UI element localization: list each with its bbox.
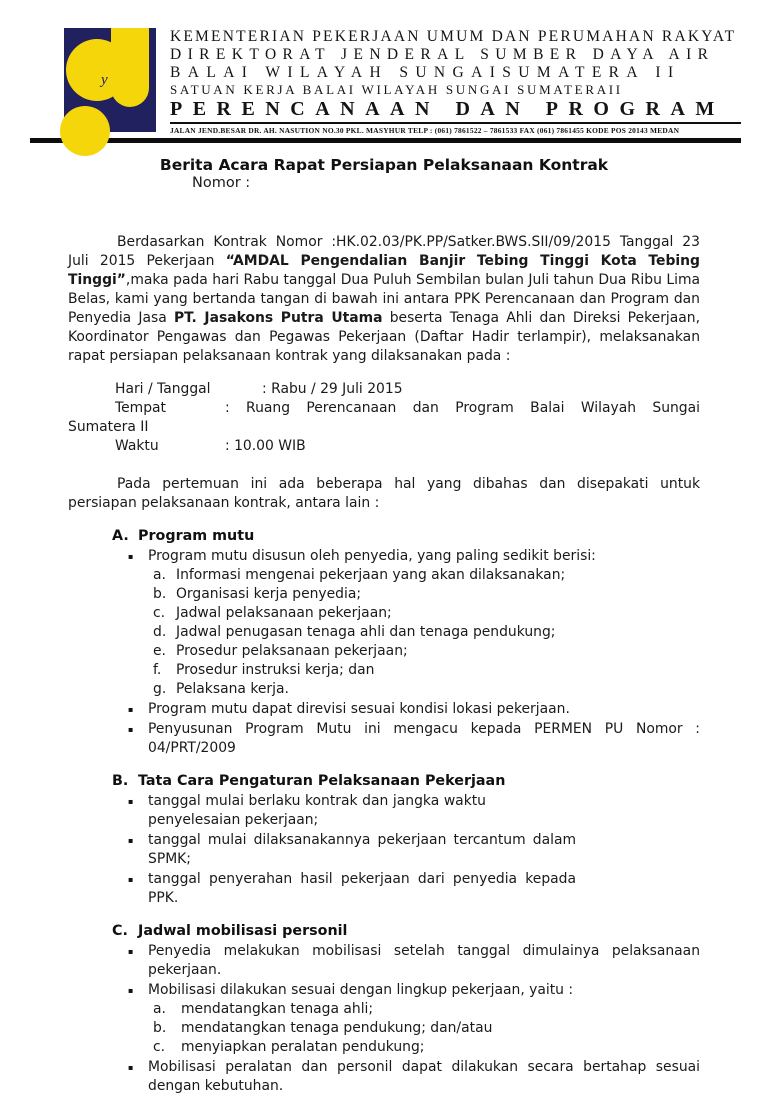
list-item xyxy=(128,831,700,869)
tempat-value-wrap: Sumatera II xyxy=(68,419,149,435)
sub-letter: c. xyxy=(153,1039,166,1055)
waktu-label: Waktu xyxy=(115,438,159,454)
logo-letter: y xyxy=(101,72,108,88)
sub-text: menyiapkan peralatan pendukung; xyxy=(181,1039,425,1055)
list-item xyxy=(128,942,700,980)
bullet-list xyxy=(112,547,700,758)
logo-shape xyxy=(60,106,110,156)
sub-letter: b. xyxy=(153,586,167,602)
satker-name: SATUAN KERJA BALAI WILAYAH SUNGAI SUMATERAII xyxy=(170,82,623,97)
sub-text: Prosedur pelaksanaan pekerjaan; xyxy=(176,643,408,659)
bullet-text: tanggal penyerahan hasil pekerjaan dari penyedia kepada PPK. xyxy=(148,871,576,906)
logo-shape xyxy=(66,39,128,101)
letterhead xyxy=(30,28,741,143)
square-bullet-icon xyxy=(128,870,148,908)
bullet-content xyxy=(148,981,700,1057)
square-bullet-icon xyxy=(128,720,148,758)
square-bullet-icon xyxy=(128,547,148,699)
sub-item xyxy=(153,661,700,680)
hari-label: Hari / Tanggal xyxy=(115,381,211,397)
sub-item xyxy=(153,1038,700,1057)
sub-text: Organisasi kerja penyedia; xyxy=(176,586,362,602)
ministry-name: KEMENTERIAN PEKERJAAN UMUM DAN PERUMAHAN RAKYAT xyxy=(170,28,737,45)
section-title: Jadwal mobilisasi personil xyxy=(138,923,348,939)
bullet-list xyxy=(112,792,700,908)
meeting-info-row-hari xyxy=(68,380,700,399)
meeting-info-row-tempat-wrap xyxy=(68,418,700,437)
document-title: Berita Acara Rapat Persiapan Pelaksanaan Kontrak xyxy=(159,156,609,174)
square-bullet-icon xyxy=(128,792,148,830)
sub-item xyxy=(153,642,700,661)
bullet-list xyxy=(112,942,700,1096)
meeting-info xyxy=(68,380,700,456)
list-item xyxy=(128,700,700,719)
sub-text: mendatangkan tenaga ahli; xyxy=(181,1001,374,1017)
hari-value: : Rabu / 29 Juli 2015 xyxy=(262,381,403,397)
document-body xyxy=(68,233,700,1096)
list-item xyxy=(128,792,700,830)
address-line: JALAN JEND.BESAR DR. AH. NASUTION NO.30 PKL. MASYHUR TELP : (061) 7861522 – 7861533 FAX (061) 7861455 KODE POS 20143 MEDAN xyxy=(170,126,680,135)
agenda-paragraph: Pada pertemuan ini ada beberapa hal yang dibahas dan disepakati untuk persiapan pelaksanaan kontrak, antara lain : xyxy=(68,476,700,511)
paragraph-text: Berdasarkan Kontrak Nomor :HK.02.03/PK.PP/Satker.BWS.SII/09/2015 Tanggal 23 Juli 2015 Pekerjaan xyxy=(68,234,700,269)
sub-text: Jadwal pelaksanaan pekerjaan; xyxy=(176,605,392,621)
list-item xyxy=(128,720,700,758)
bullet-text: Penyedia melakukan mobilisasi setelah tanggal dimulainya pelaksanaan pekerjaan. xyxy=(148,943,700,978)
section-heading xyxy=(112,922,700,941)
list-item xyxy=(128,870,700,908)
sub-item xyxy=(153,585,700,604)
indent xyxy=(68,399,115,418)
meeting-info-row-tempat xyxy=(68,399,700,418)
directorate-name: DIREKTORAT JENDERAL SUMBER DAYA AIR xyxy=(170,46,715,63)
bullet-text: Program mutu disusun oleh penyedia, yang paling sedikit berisi: xyxy=(148,548,596,564)
nomor-label: Nomor : xyxy=(192,175,251,191)
square-bullet-icon xyxy=(128,942,148,980)
sub-item xyxy=(153,680,700,699)
square-bullet-icon xyxy=(128,981,148,1057)
bullet-text: tanggal mulai berlaku kontrak dan jangka waktu penyelesaian pekerjaan; xyxy=(148,793,486,828)
sub-text: Informasi mengenai pekerjaan yang akan dilaksanakan; xyxy=(176,567,566,583)
list-item xyxy=(128,1058,700,1096)
square-bullet-icon xyxy=(128,831,148,869)
bullet-text: Program mutu dapat direvisi sesuai kondisi lokasi pekerjaan. xyxy=(148,701,570,717)
sub-text: Prosedur instruksi kerja; dan xyxy=(176,662,375,678)
bullet-text: Mobilisasi dilakukan sesuai dengan lingkup pekerjaan, yaitu : xyxy=(148,982,574,998)
bullet-content xyxy=(148,547,700,699)
indent xyxy=(68,380,115,399)
sub-letter: a. xyxy=(153,1001,166,1017)
sub-item xyxy=(153,1019,700,1038)
section-title: Program mutu xyxy=(138,528,255,544)
section-program-mutu xyxy=(112,527,700,758)
sub-letter: c. xyxy=(153,605,166,621)
letterhead-text xyxy=(170,28,741,135)
list-item xyxy=(128,547,700,699)
sub-letter: g. xyxy=(153,681,167,697)
sub-item xyxy=(153,604,700,623)
work-title-bold: “AMDAL Pengendalian Banjir Tebing Tinggi Kota Tebing Tinggi” xyxy=(68,253,701,288)
sub-letter: d. xyxy=(153,624,167,640)
tempat-label: Tempat xyxy=(115,400,166,416)
square-bullet-icon xyxy=(128,700,148,719)
sub-letter: e. xyxy=(153,643,166,659)
sub-list xyxy=(153,1000,700,1057)
section-tata-cara xyxy=(112,772,700,908)
sub-item xyxy=(153,1000,700,1019)
meeting-info-row-waktu xyxy=(68,437,700,456)
tempat-value: : Ruang Perencanaan dan Program Balai Wilayah Sungai xyxy=(225,400,700,416)
sub-list xyxy=(153,566,700,699)
pu-ministry-logo-icon xyxy=(64,28,156,132)
bullet-text: Penyusunan Program Mutu ini mengacu kepada PERMEN PU Nomor : 04/PRT/2009 xyxy=(148,721,700,756)
square-bullet-icon xyxy=(128,1058,148,1096)
sub-item xyxy=(153,566,700,585)
sub-text: Jadwal penugasan tenaga ahli dan tenaga pendukung; xyxy=(176,624,556,640)
sub-letter: f. xyxy=(153,662,162,678)
indent xyxy=(68,437,115,456)
sub-item xyxy=(153,623,700,642)
opening-paragraph xyxy=(68,233,700,366)
bullet-text: Mobilisasi peralatan dan personil dapat dilakukan secara bertahap sesuai dengan kebutuhan. xyxy=(148,1059,700,1094)
document-page xyxy=(0,28,768,1094)
section-jadwal-mobilisasi xyxy=(112,922,700,1096)
section-heading xyxy=(112,772,700,791)
section-letter: A. xyxy=(112,528,129,544)
section-letter: B. xyxy=(112,773,129,789)
contractor-name-bold: PT. Jasakons Putra Utama xyxy=(173,310,383,326)
waktu-value: : 10.00 WIB xyxy=(225,438,306,454)
sub-letter: a. xyxy=(153,567,166,583)
sub-text: mendatangkan tenaga pendukung; dan/atau xyxy=(181,1020,493,1036)
section-title: Tata Cara Pengaturan Pelaksanaan Pekerjaan xyxy=(138,773,506,789)
letterhead-divider-rule xyxy=(30,138,741,143)
paragraph-text: ,maka pada hari Rabu tanggal Dua Puluh Sembilan bulan Juli tahun Dua Ribu Lima Belas, kami yang bertanda tangan di bawah ini antara PPK Perencanaan dan Program dan Penyedia Jasa xyxy=(68,272,700,326)
letterhead-top xyxy=(64,28,741,135)
balai-name: BALAI WILAYAH SUNGAISUMATERA II xyxy=(170,64,681,81)
bullet-text: tanggal mulai dilaksanakannya pekerjaan tercantum dalam SPMK; xyxy=(148,832,576,867)
sub-text: Pelaksana kerja. xyxy=(176,681,289,697)
sub-letter: b. xyxy=(153,1020,167,1036)
section-letter: C. xyxy=(112,923,128,939)
unit-name: PERENCANAAN DAN PROGRAM xyxy=(170,98,741,124)
list-item xyxy=(128,981,700,1057)
paragraph-text: beserta Tenaga Ahli dan Direksi Pekerjaan, Koordinator Pengawas dan Pegawas Pekerjaan (Daftar Hadir terlampir), melaksanakan rapat persiapan pelaksanaan kontrak yang dilaksanakan pada : xyxy=(68,310,701,364)
section-heading xyxy=(112,527,700,546)
